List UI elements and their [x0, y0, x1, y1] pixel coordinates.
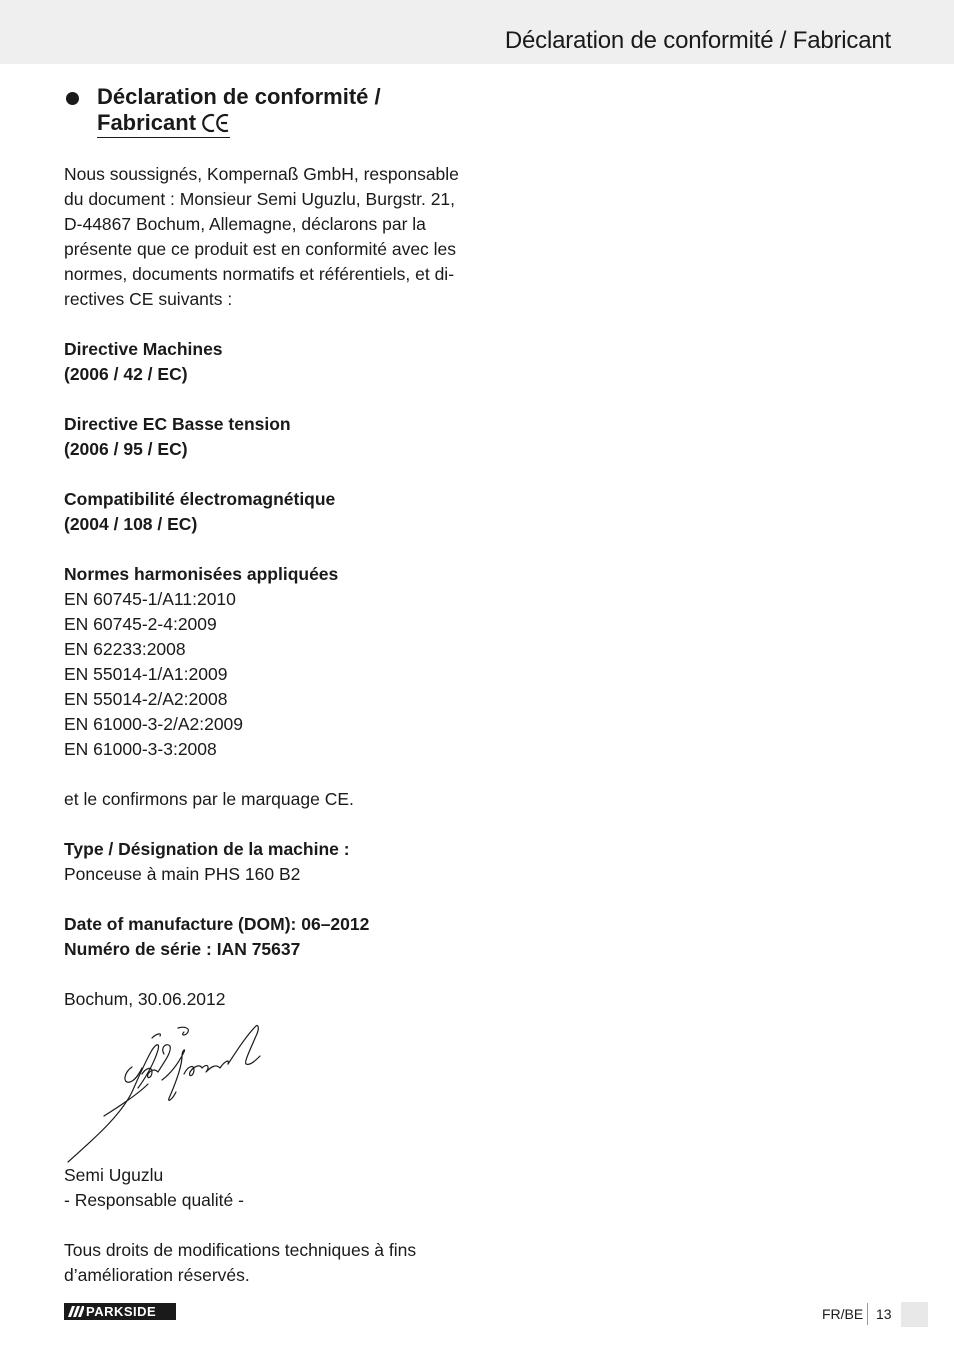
heading-line-1: Déclaration de conformité / [97, 84, 381, 109]
rights-line: d’amélioration réservés. [64, 1265, 250, 1285]
intro-line: D-44867 Bochum, Allemagne, déclarons par la [64, 214, 426, 234]
directive-code: (2004 / 108 / EC) [64, 514, 198, 534]
declaration-body [64, 162, 464, 1012]
signer-role: - Responsable qualité - [64, 1190, 244, 1210]
heading-text [97, 84, 381, 138]
footer-divider [867, 1303, 868, 1325]
brand-name: PARKSIDE [86, 1304, 157, 1319]
rights-notice [64, 1238, 416, 1288]
ce-mark-icon [202, 113, 230, 133]
intro-line: normes, documents normatifs et référentiels, et di- [64, 264, 455, 284]
place-date: Bochum, 30.06.2012 [64, 989, 226, 1009]
intro-line: du document : Monsieur Semi Uguzlu, Burgstr. 21, [64, 189, 456, 209]
directive-title: Directive EC Basse tension [64, 414, 291, 434]
machine-value: Ponceuse à main PHS 160 B2 [64, 864, 301, 884]
header-band [0, 0, 954, 64]
manufacture-date: Date of manufacture (DOM): 06–2012 [64, 914, 370, 934]
language-code: FR/BE [822, 1306, 864, 1322]
page-title: Déclaration de conformité / Fabricant [504, 27, 891, 54]
standard-item: EN 60745-2-4:2009 [64, 614, 217, 634]
standards-title: Normes harmonisées appliquées [64, 564, 339, 584]
confirmation-text: et le confirmons par le marquage CE. [64, 789, 354, 809]
page-number: 13 [876, 1306, 892, 1322]
heading-fabricant: Fabricant [97, 110, 197, 135]
standard-item: EN 61000-3-2/A2:2009 [64, 714, 244, 734]
signer-block [64, 1163, 244, 1213]
signer-name: Semi Uguzlu [64, 1165, 164, 1185]
machine-label: Type / Désignation de la machine : [64, 839, 350, 859]
intro-line: présente que ce produit est en conformité avec les [64, 239, 457, 259]
rights-line: Tous droits de modifications techniques à fins [64, 1240, 417, 1260]
parkside-logo [64, 1303, 176, 1320]
directive-code: (2006 / 95 / EC) [64, 439, 188, 459]
serial-number: Numéro de série : IAN 75637 [64, 939, 301, 959]
standard-item: EN 55014-2/A2:2008 [64, 689, 228, 709]
standard-item: EN 61000-3-3:2008 [64, 739, 217, 759]
directive-title: Directive Machines [64, 339, 223, 359]
footer-tab [901, 1302, 928, 1327]
directive-title: Compatibilité électromagnétique [64, 489, 336, 509]
intro-line: Nous soussignés, Kompernaß GmbH, responsable [64, 164, 459, 184]
signature-image [60, 1022, 270, 1164]
standard-item: EN 60745-1/A11:2010 [64, 589, 236, 609]
intro-line: rectives CE suivants : [64, 289, 233, 309]
standard-item: EN 62233:2008 [64, 639, 186, 659]
logo-stripes-icon [64, 1303, 84, 1320]
heading-line-2 [97, 110, 230, 138]
directive-code: (2006 / 42 / EC) [64, 364, 188, 384]
standard-item: EN 55014-1/A1:2009 [64, 664, 228, 684]
bullet-icon [66, 92, 79, 105]
